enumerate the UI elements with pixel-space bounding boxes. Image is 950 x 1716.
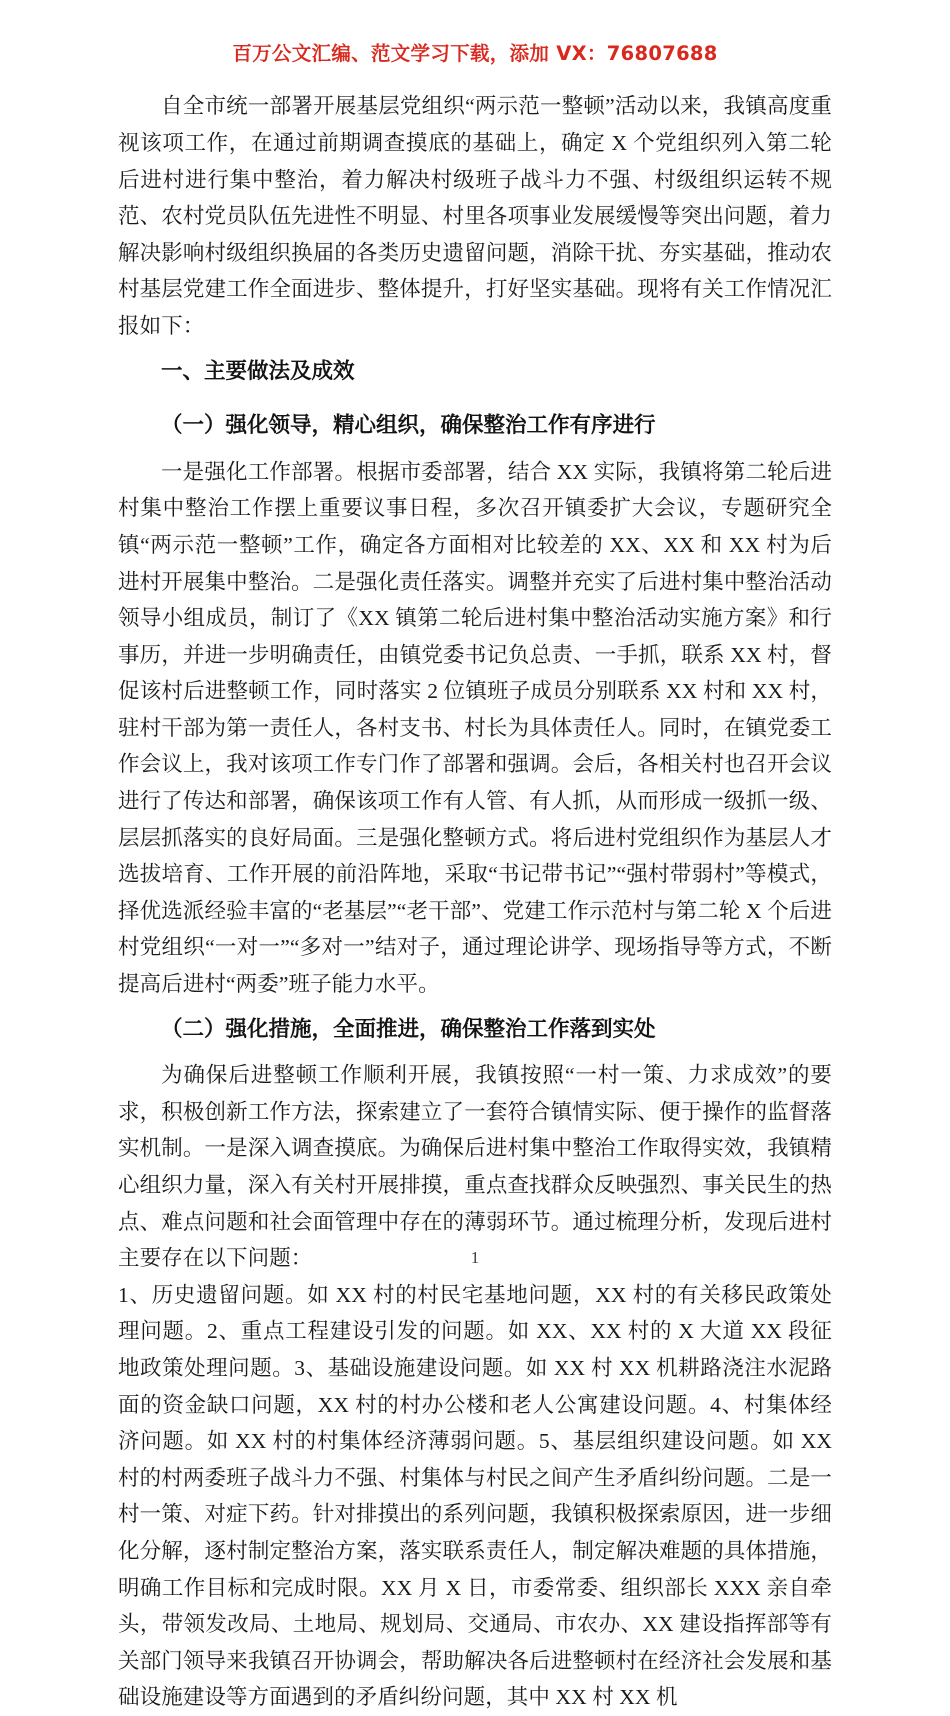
body-paragraph: 自全市统一部署开展基层党组织“两示范一整顿”活动以来，我镇高度重视该项工作，在通过前期调查摸底的基础上，确定 X 个党组织列入第二轮后进村进行集中整治，着力解决村级班子战斗力不强、村级组织运转不规范、农村党员队伍先进性不明显、村里各项事业发展缓慢等突出问题，着力解决影响村级组织换届的各类历史遗留问题，消除干扰、夯实基础，推动农村基层党建工作全面进步、整体提升，打好坚实基础。现将有关工作情况汇报如下： xyxy=(118,94,832,338)
promo-header-banner: 百万公文汇编、范文学习下载，添加 VX：76807688 xyxy=(232,42,718,65)
body-paragraph: 1、历史遗留问题。如 XX 村的村民宅基地问题，XX 村的有关移民政策处理问题。2、重点工程建设引发的问题。如 XX、XX 村的 X 大道 XX 段征地政策处理问题。3、基础设施建设问题。如 XX 村 XX 机耕路浇注水泥路面的资金缺口问题，XX 村的村办公楼和老人公寓建设问题。4、村集体经济问题。如 XX 村的村集体经济薄弱问题。5、基层组织建设问题。如 XX 村的村两委班子战斗力不强、村集体与村民之间产生矛盾纠纷问题。二是一村一策、对症下药。针对排摸出的系列问题，我镇积极探索原因，进一步细化分解，逐村制定整治方案，落实联系责任人，制定解决难题的具体措施，明确工作目标和完成时限。XX 月 X 日，市委常委、组织部长 XXX 亲自牵头，带领发改局、土地局、规划局、交通局、市农办、XX 建设指挥部等有关部门领导来我镇召开协调会，帮助解决各后进整顿村在经济社会发展和基础设施建设等方面遇到的矛盾纠纷问题，其中 XX 村 XX 机 xyxy=(118,1282,832,1710)
document-body xyxy=(118,88,832,1716)
section-heading: 一、主要做法及成效 xyxy=(161,358,355,384)
subsection-heading: （一）强化领导，精心组织，确保整治工作有序进行 xyxy=(161,413,656,439)
subsection-heading: （二）强化措施，全面推进，确保整治工作落到实处 xyxy=(161,1016,656,1042)
body-paragraph: 一是强化工作部署。根据市委部署，结合 XX 实际，我镇将第二轮后进村集中整治工作摆上重要议事日程，多次召开镇委扩大会议，专题研究全镇“两示范一整顿”工作，确定各方面相对比较差的 XX、XX 和 XX 村为后进村开展集中整治。二是强化责任落实。调整并充实了后进村集中整治活动领导小组成员，制订了《XX 镇第二轮后进村集中整治活动实施方案》和行事历，并进一步明确责任，由镇党委书记负总责、一手抓，联系 XX 村，督促该村后进整顿工作，同时落实 2 位镇班子成员分别联系 XX 村和 XX 村，驻村干部为第一责任人，各村支书、村长为具体责任人。同时，在镇党委工作会议上，我对该项工作专门作了部署和强调。会后，各相关村也召开会议进行了传达和部署，确保该项工作有人管、有人抓，从而形成一级抓一级、层层抓落实的良好局面。三是强化整顿方式。将后进村党组织作为基层人才选拔培育、工作开展的前沿阵地，采取“书记带书记”“强村带弱村”等模式，择优选派经验丰富的“老基层”“老干部”、党建工作示范村与第二轮 X 个后进村党组织“一对一”“多对一”结对子，通过理论讲学、现场指导等方式，不断提高后进村“两委”班子能力水平。 xyxy=(118,459,832,997)
page-number: 1 xyxy=(470,1248,480,1267)
body-paragraph: 为确保后进整顿工作顺利开展，我镇按照“一村一策、力求成效”的要求，积极创新工作方法，探索建立了一套符合镇情实际、便于操作的监督落实机制。一是深入调查摸底。为确保后进村集中整治工作取得实效，我镇精心组织力量，深入有关村开展排摸，重点查找群众反映强烈、事关民生的热点、难点问题和社会面管理中存在的薄弱环节。通过梳理分析，发现后进村主要存在以下问题： xyxy=(118,1063,832,1271)
